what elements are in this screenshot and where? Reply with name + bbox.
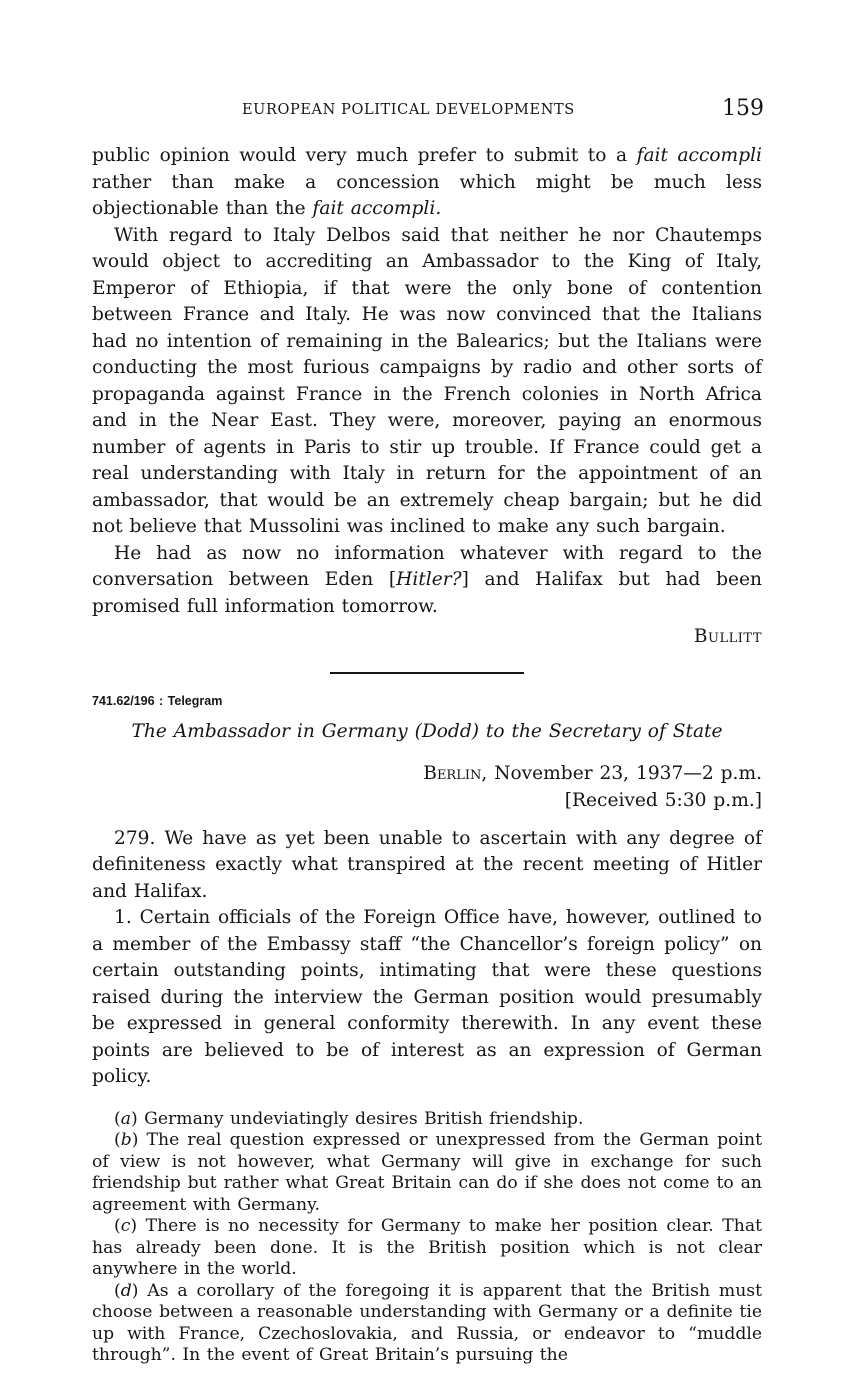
paragraph-279: 279. We have as yet been unable to ascertain with any degree of definiteness exactly what transpired at the recent meeting of Hitler and Halifax.: [92, 827, 762, 902]
page-number: 159: [722, 96, 764, 121]
dateline: [92, 760, 762, 787]
list-marker: a: [120, 1108, 131, 1129]
page-body: [92, 143, 762, 1367]
italic-phrase: Hitler?: [396, 569, 462, 590]
dateline-city: Berlin: [423, 762, 482, 784]
paragraph-conversation: He had as now no information whatever with regard to the conversation between Eden [Hitler?] and Halifax but had been promised full information tomorrow.: [92, 542, 762, 617]
received-time: [Received 5:30 p.m.]: [564, 789, 762, 811]
list-item-c: (c) There is no necessity for Germany to make her position clear. That has already been done. It is the British position which is not clear anywhere in the world.: [92, 1216, 762, 1279]
signature-bullitt: Bullitt: [693, 626, 762, 647]
page-header: [92, 96, 764, 126]
list-item-b: (b) The real question expressed or unexpressed from the German point of view is not however, what Germany will give in exchange for such friendship but rather what Great Britain can do if she does not come to an agreement with Germany.: [92, 1130, 762, 1215]
file-reference: 741.62/196 : Telegram: [92, 693, 223, 708]
document-title: The Ambassador in Germany (Dodd) to the Secretary of State: [131, 720, 723, 742]
list-marker: d: [120, 1280, 132, 1301]
list-marker: c: [120, 1216, 131, 1236]
paragraph-italy: With regard to Italy Delbos said that neither he nor Chautemps would object to accrediting an Ambassador to the King of Italy, Emperor of Ethiopia, if that were the only bone of contention between France and Italy. He was now convinced that the Italians had no intention of remaining in the Balearics; but the Italians were conducting the most furious campaigns by radio and other sorts of propaganda against France in the French colonies in North Africa and in the Near East. They were, moreover, paying an enormous number of agents in Paris to stir up trouble. If France could get a real understanding with Italy in return for the appointment of an ambassador, that would be an extremely cheap bargain; but he did not believe that Mussolini was inclined to make any such bargain.: [92, 224, 762, 537]
policy-points-list: [92, 1109, 762, 1367]
italic-phrase: fait accompli.: [312, 198, 442, 219]
list-item-a: (a) Germany undeviatingly desires British friendship.: [114, 1108, 584, 1129]
dateline-date: , November 23, 1937—2 p.m.: [481, 762, 762, 784]
paragraph-continuation: public opinion would very much prefer to submit to a fait accompli rather than make a concession which might be much less objectionable than the fait accompli.: [92, 145, 762, 219]
list-marker: b: [120, 1130, 132, 1150]
running-head: EUROPEAN POLITICAL DEVELOPMENTS: [242, 102, 575, 118]
list-item-d: (d) As a corollary of the foregoing it is apparent that the British must choose between a reasonable understanding with Germany or a definite tie up with France, Czechoslovakia, and Russia, or endeavor to “muddle through”. In the event of Great Britain’s pursuing the: [92, 1280, 762, 1365]
italic-phrase: fait accompli: [636, 145, 762, 166]
section-divider: [330, 672, 524, 674]
paragraph-point-1: 1. Certain officials of the Foreign Office have, however, outlined to a member of the Embassy staff “the Chancellor’s foreign policy” on certain outstanding points, intimating that were these questions raised during the interview the German position would presumably be expressed in general conformity therewith. In any event these points are believed to be of interest as an expression of German policy.: [92, 907, 762, 1087]
